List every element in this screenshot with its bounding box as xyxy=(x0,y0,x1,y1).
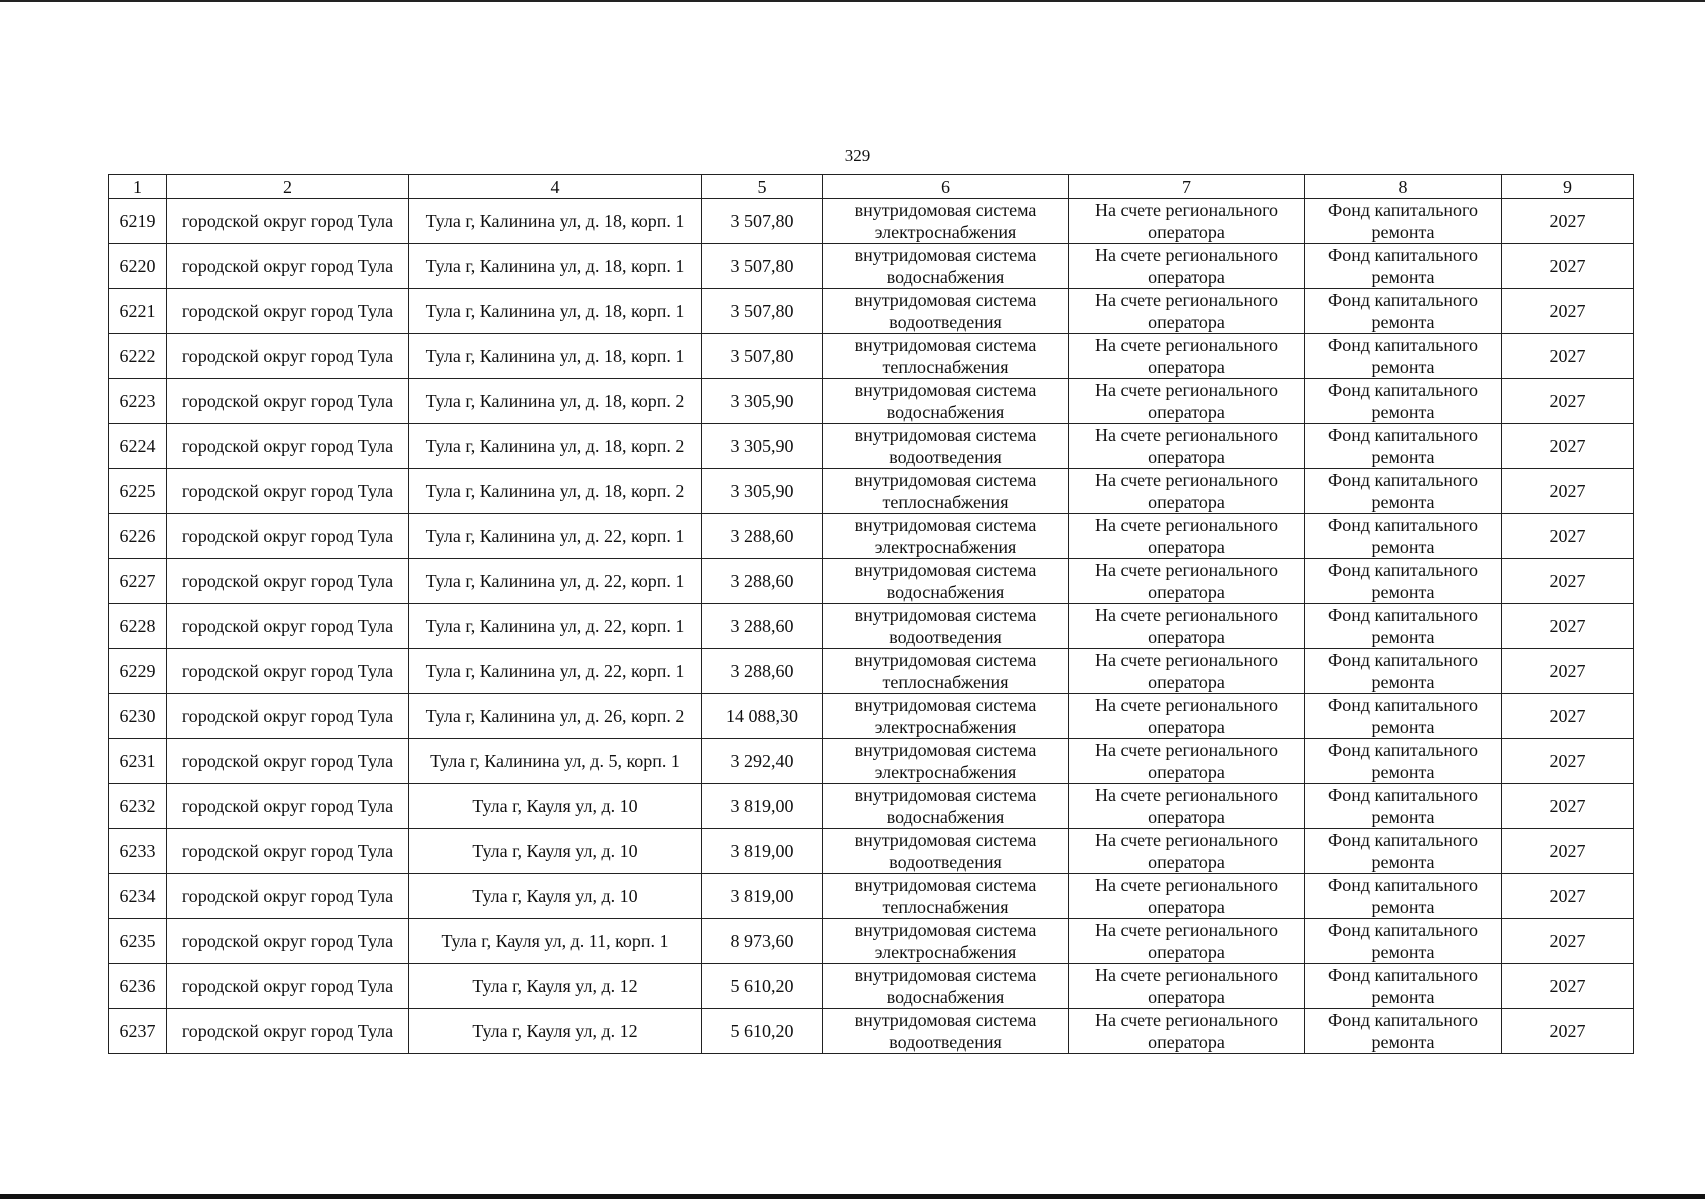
area-cell: 3 819,00 xyxy=(702,829,823,874)
municipality-cell: городской округ город Тула xyxy=(167,829,409,874)
area-cell: 3 507,80 xyxy=(702,289,823,334)
address-cell: Тула г, Калинина ул, д. 18, корп. 2 xyxy=(409,469,702,514)
year-cell: 2027 xyxy=(1502,739,1634,784)
area-cell: 5 610,20 xyxy=(702,1009,823,1054)
year-cell: 2027 xyxy=(1502,829,1634,874)
system-cell: внутридомовая система водоснабжения xyxy=(823,244,1069,289)
column-header: 6 xyxy=(823,175,1069,199)
address-cell: Тула г, Калинина ул, д. 26, корп. 2 xyxy=(409,694,702,739)
municipality-cell: городской округ город Тула xyxy=(167,379,409,424)
row-number-cell: 6225 xyxy=(109,469,167,514)
address-cell: Тула г, Калинина ул, д. 22, корп. 1 xyxy=(409,649,702,694)
address-cell: Тула г, Калинина ул, д. 22, корп. 1 xyxy=(409,604,702,649)
system-cell: внутридомовая система водоотведения xyxy=(823,1009,1069,1054)
column-header: 2 xyxy=(167,175,409,199)
row-number-cell: 6223 xyxy=(109,379,167,424)
year-cell: 2027 xyxy=(1502,334,1634,379)
area-cell: 3 507,80 xyxy=(702,244,823,289)
year-cell: 2027 xyxy=(1502,469,1634,514)
funding-source-cell: Фонд капитального ремонта xyxy=(1305,514,1502,559)
address-cell: Тула г, Калинина ул, д. 18, корп. 1 xyxy=(409,334,702,379)
address-cell: Тула г, Кауля ул, д. 10 xyxy=(409,784,702,829)
municipality-cell: городской округ город Тула xyxy=(167,649,409,694)
municipality-cell: городской округ город Тула xyxy=(167,694,409,739)
municipality-cell: городской округ город Тула xyxy=(167,604,409,649)
account-cell: На счете регионального оператора xyxy=(1069,829,1305,874)
municipality-cell: городской округ город Тула xyxy=(167,424,409,469)
address-cell: Тула г, Калинина ул, д. 22, корп. 1 xyxy=(409,559,702,604)
account-cell: На счете регионального оператора xyxy=(1069,604,1305,649)
account-cell: На счете регионального оператора xyxy=(1069,424,1305,469)
row-number-cell: 6236 xyxy=(109,964,167,1009)
system-cell: внутридомовая система водоотведения xyxy=(823,604,1069,649)
system-cell: внутридомовая система водоснабжения xyxy=(823,784,1069,829)
table-row xyxy=(109,289,1634,334)
row-number-cell: 6232 xyxy=(109,784,167,829)
funding-source-cell: Фонд капитального ремонта xyxy=(1305,199,1502,244)
funding-source-cell: Фонд капитального ремонта xyxy=(1305,469,1502,514)
table-row xyxy=(109,1009,1634,1054)
system-cell: внутридомовая система водоснабжения xyxy=(823,379,1069,424)
funding-source-cell: Фонд капитального ремонта xyxy=(1305,559,1502,604)
area-cell: 3 288,60 xyxy=(702,559,823,604)
area-cell: 3 507,80 xyxy=(702,199,823,244)
account-cell: На счете регионального оператора xyxy=(1069,289,1305,334)
year-cell: 2027 xyxy=(1502,379,1634,424)
funding-source-cell: Фонд капитального ремонта xyxy=(1305,874,1502,919)
area-cell: 3 819,00 xyxy=(702,784,823,829)
account-cell: На счете регионального оператора xyxy=(1069,784,1305,829)
year-cell: 2027 xyxy=(1502,424,1634,469)
row-number-cell: 6230 xyxy=(109,694,167,739)
funding-source-cell: Фонд капитального ремонта xyxy=(1305,1009,1502,1054)
address-cell: Тула г, Калинина ул, д. 18, корп. 1 xyxy=(409,199,702,244)
area-cell: 8 973,60 xyxy=(702,919,823,964)
area-cell: 3 288,60 xyxy=(702,604,823,649)
municipality-cell: городской округ город Тула xyxy=(167,199,409,244)
system-cell: внутридомовая система водоснабжения xyxy=(823,964,1069,1009)
year-cell: 2027 xyxy=(1502,649,1634,694)
funding-source-cell: Фонд капитального ремонта xyxy=(1305,964,1502,1009)
area-cell: 3 305,90 xyxy=(702,424,823,469)
system-cell: внутридомовая система теплоснабжения xyxy=(823,334,1069,379)
row-number-cell: 6229 xyxy=(109,649,167,694)
system-cell: внутридомовая система водоотведения xyxy=(823,829,1069,874)
account-cell: На счете регионального оператора xyxy=(1069,469,1305,514)
registry-table xyxy=(108,174,1634,1054)
municipality-cell: городской округ город Тула xyxy=(167,874,409,919)
area-cell: 3 292,40 xyxy=(702,739,823,784)
system-cell: внутридомовая система теплоснабжения xyxy=(823,469,1069,514)
year-cell: 2027 xyxy=(1502,559,1634,604)
row-number-cell: 6228 xyxy=(109,604,167,649)
funding-source-cell: Фонд капитального ремонта xyxy=(1305,919,1502,964)
funding-source-cell: Фонд капитального ремонта xyxy=(1305,784,1502,829)
municipality-cell: городской округ город Тула xyxy=(167,739,409,784)
funding-source-cell: Фонд капитального ремонта xyxy=(1305,604,1502,649)
year-cell: 2027 xyxy=(1502,289,1634,334)
row-number-cell: 6224 xyxy=(109,424,167,469)
account-cell: На счете регионального оператора xyxy=(1069,559,1305,604)
funding-source-cell: Фонд капитального ремонта xyxy=(1305,379,1502,424)
header-row xyxy=(109,175,1634,199)
table-row xyxy=(109,424,1634,469)
year-cell: 2027 xyxy=(1502,514,1634,559)
municipality-cell: городской округ город Тула xyxy=(167,784,409,829)
account-cell: На счете регионального оператора xyxy=(1069,1009,1305,1054)
row-number-cell: 6231 xyxy=(109,739,167,784)
account-cell: На счете регионального оператора xyxy=(1069,514,1305,559)
address-cell: Тула г, Калинина ул, д. 18, корп. 1 xyxy=(409,289,702,334)
year-cell: 2027 xyxy=(1502,694,1634,739)
system-cell: внутридомовая система электроснабжения xyxy=(823,739,1069,784)
account-cell: На счете регионального оператора xyxy=(1069,649,1305,694)
account-cell: На счете регионального оператора xyxy=(1069,919,1305,964)
municipality-cell: городской округ город Тула xyxy=(167,244,409,289)
address-cell: Тула г, Кауля ул, д. 10 xyxy=(409,829,702,874)
account-cell: На счете регионального оператора xyxy=(1069,739,1305,784)
system-cell: внутридомовая система электроснабжения xyxy=(823,919,1069,964)
table-row xyxy=(109,919,1634,964)
year-cell: 2027 xyxy=(1502,784,1634,829)
year-cell: 2027 xyxy=(1502,919,1634,964)
table-row xyxy=(109,604,1634,649)
system-cell: внутридомовая система водоотведения xyxy=(823,289,1069,334)
municipality-cell: городской округ город Тула xyxy=(167,469,409,514)
year-cell: 2027 xyxy=(1502,964,1634,1009)
column-header: 4 xyxy=(409,175,702,199)
funding-source-cell: Фонд капитального ремонта xyxy=(1305,649,1502,694)
account-cell: На счете регионального оператора xyxy=(1069,199,1305,244)
table-row xyxy=(109,199,1634,244)
table-row xyxy=(109,379,1634,424)
table-row xyxy=(109,514,1634,559)
table-row xyxy=(109,649,1634,694)
column-header: 7 xyxy=(1069,175,1305,199)
funding-source-cell: Фонд капитального ремонта xyxy=(1305,424,1502,469)
address-cell: Тула г, Кауля ул, д. 12 xyxy=(409,1009,702,1054)
table-row xyxy=(109,874,1634,919)
account-cell: На счете регионального оператора xyxy=(1069,694,1305,739)
system-cell: внутридомовая система водоотведения xyxy=(823,424,1069,469)
system-cell: внутридомовая система электроснабжения xyxy=(823,199,1069,244)
table-row xyxy=(109,559,1634,604)
column-header: 8 xyxy=(1305,175,1502,199)
account-cell: На счете регионального оператора xyxy=(1069,874,1305,919)
system-cell: внутридомовая система теплоснабжения xyxy=(823,874,1069,919)
funding-source-cell: Фонд капитального ремонта xyxy=(1305,289,1502,334)
funding-source-cell: Фонд капитального ремонта xyxy=(1305,694,1502,739)
account-cell: На счете регионального оператора xyxy=(1069,334,1305,379)
row-number-cell: 6226 xyxy=(109,514,167,559)
area-cell: 3 819,00 xyxy=(702,874,823,919)
funding-source-cell: Фонд капитального ремонта xyxy=(1305,739,1502,784)
funding-source-cell: Фонд капитального ремонта xyxy=(1305,829,1502,874)
funding-source-cell: Фонд капитального ремонта xyxy=(1305,244,1502,289)
year-cell: 2027 xyxy=(1502,199,1634,244)
area-cell: 14 088,30 xyxy=(702,694,823,739)
area-cell: 3 288,60 xyxy=(702,514,823,559)
table-row xyxy=(109,469,1634,514)
area-cell: 3 288,60 xyxy=(702,649,823,694)
address-cell: Тула г, Калинина ул, д. 18, корп. 2 xyxy=(409,424,702,469)
municipality-cell: городской округ город Тула xyxy=(167,514,409,559)
account-cell: На счете регионального оператора xyxy=(1069,964,1305,1009)
account-cell: На счете регионального оператора xyxy=(1069,244,1305,289)
account-cell: На счете регионального оператора xyxy=(1069,379,1305,424)
municipality-cell: городской округ город Тула xyxy=(167,334,409,379)
table-row xyxy=(109,784,1634,829)
row-number-cell: 6234 xyxy=(109,874,167,919)
area-cell: 3 305,90 xyxy=(702,469,823,514)
system-cell: внутридомовая система водоснабжения xyxy=(823,559,1069,604)
year-cell: 2027 xyxy=(1502,1009,1634,1054)
row-number-cell: 6227 xyxy=(109,559,167,604)
top-rule xyxy=(0,0,1705,2)
table-row xyxy=(109,334,1634,379)
table-header xyxy=(109,175,1634,199)
row-number-cell: 6220 xyxy=(109,244,167,289)
page-number: 329 xyxy=(844,146,871,165)
municipality-cell: городской округ город Тула xyxy=(167,559,409,604)
address-cell: Тула г, Кауля ул, д. 10 xyxy=(409,874,702,919)
table-body xyxy=(109,199,1634,1054)
address-cell: Тула г, Калинина ул, д. 18, корп. 1 xyxy=(409,244,702,289)
bottom-rule xyxy=(0,1194,1705,1199)
table-row xyxy=(109,694,1634,739)
area-cell: 3 507,80 xyxy=(702,334,823,379)
column-header: 1 xyxy=(109,175,167,199)
municipality-cell: городской округ город Тула xyxy=(167,1009,409,1054)
row-number-cell: 6233 xyxy=(109,829,167,874)
column-header: 9 xyxy=(1502,175,1634,199)
address-cell: Тула г, Калинина ул, д. 22, корп. 1 xyxy=(409,514,702,559)
year-cell: 2027 xyxy=(1502,604,1634,649)
address-cell: Тула г, Кауля ул, д. 12 xyxy=(409,964,702,1009)
row-number-cell: 6221 xyxy=(109,289,167,334)
system-cell: внутридомовая система электроснабжения xyxy=(823,694,1069,739)
year-cell: 2027 xyxy=(1502,874,1634,919)
municipality-cell: городской округ город Тула xyxy=(167,919,409,964)
address-cell: Тула г, Калинина ул, д. 18, корп. 2 xyxy=(409,379,702,424)
row-number-cell: 6219 xyxy=(109,199,167,244)
address-cell: Тула г, Калинина ул, д. 5, корп. 1 xyxy=(409,739,702,784)
funding-source-cell: Фонд капитального ремонта xyxy=(1305,334,1502,379)
system-cell: внутридомовая система электроснабжения xyxy=(823,514,1069,559)
area-cell: 3 305,90 xyxy=(702,379,823,424)
municipality-cell: городской округ город Тула xyxy=(167,964,409,1009)
system-cell: внутридомовая система теплоснабжения xyxy=(823,649,1069,694)
row-number-cell: 6222 xyxy=(109,334,167,379)
municipality-cell: городской округ город Тула xyxy=(167,289,409,334)
table-row xyxy=(109,964,1634,1009)
table-row xyxy=(109,739,1634,784)
table-row xyxy=(109,244,1634,289)
row-number-cell: 6235 xyxy=(109,919,167,964)
area-cell: 5 610,20 xyxy=(702,964,823,1009)
row-number-cell: 6237 xyxy=(109,1009,167,1054)
year-cell: 2027 xyxy=(1502,244,1634,289)
address-cell: Тула г, Кауля ул, д. 11, корп. 1 xyxy=(409,919,702,964)
column-header: 5 xyxy=(702,175,823,199)
table-row xyxy=(109,829,1634,874)
